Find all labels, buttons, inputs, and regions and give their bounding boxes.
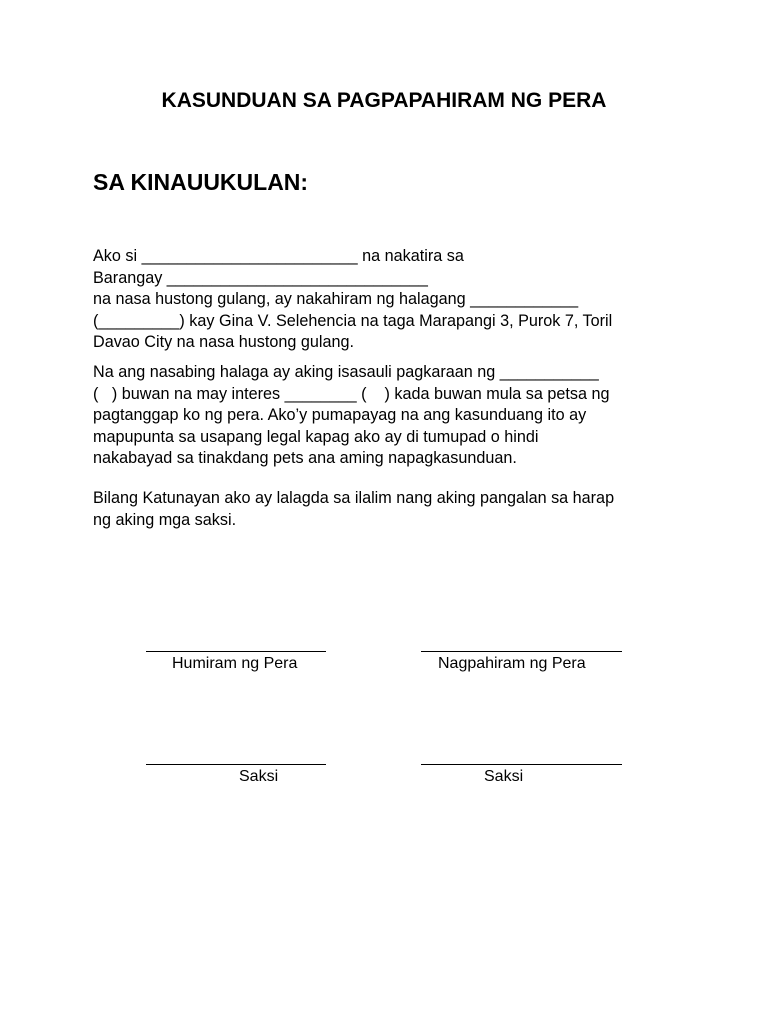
paragraph-line: ng aking mga saksi. (93, 510, 237, 529)
borrower-signature-label: Humiram ng Pera (172, 655, 298, 672)
paragraph-line: Ako si ________________________ na nakatira sa (93, 247, 464, 265)
paragraph-line: nakabayad sa tinakdang pets ana aming napagkasunduan. (93, 449, 517, 467)
paragraph-repayment-terms (93, 362, 693, 470)
paragraph-borrower-details (93, 246, 693, 354)
salutation-heading: SA KINAUUKULAN: (93, 169, 309, 195)
borrower-signature-line (146, 651, 326, 652)
witness-right-signature-label: Saksi (484, 768, 524, 785)
document-title: KASUNDUAN SA PAGPAPAHIRAM NG PERA (161, 89, 607, 112)
witness-left-signature-label: Saksi (239, 768, 279, 785)
lender-signature-label: Nagpahiram ng Pera (438, 655, 586, 672)
paragraph-line: Davao City na nasa hustong gulang. (93, 333, 354, 351)
witness-right-signature-line (421, 764, 622, 765)
paragraph-line: (_________) kay Gina V. Selehencia na taga Marapangi 3, Purok 7, Toril (93, 311, 613, 330)
paragraph-line: mapupunta sa usapang legal kapag ako ay di tumupad o hindi (93, 427, 539, 446)
paragraph-attestation (93, 488, 693, 531)
paragraph-line: ( ) buwan na may interes ________ ( ) kada buwan mula sa petsa ng (93, 384, 610, 403)
paragraph-line: pagtanggap ko ng pera. Ako’y pumapayag na ang kasunduang ito ay (93, 406, 587, 424)
paragraph-line: Na ang nasabing halaga ay aking isasauli pagkaraan ng ___________ (93, 363, 599, 381)
lender-signature-line (421, 651, 622, 652)
witness-left-signature-line (146, 764, 326, 765)
paragraph-line: Bilang Katunayan ako ay lalagda sa ilalim nang aking pangalan sa harap (93, 489, 615, 507)
paragraph-line: Barangay _____________________________ (93, 268, 428, 287)
paragraph-line: na nasa hustong gulang, ay nakahiram ng halagang ____________ (93, 290, 579, 308)
